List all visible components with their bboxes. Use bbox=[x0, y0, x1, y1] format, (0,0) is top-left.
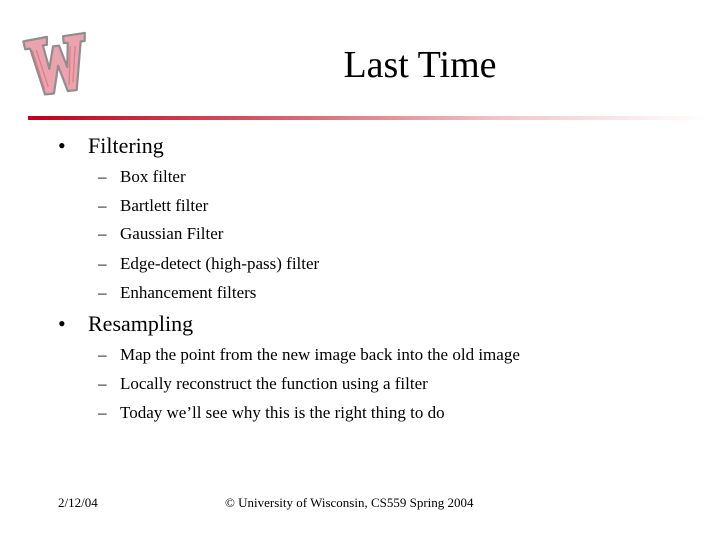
dash-glyph: – bbox=[98, 254, 107, 273]
sub-item-label: Gaussian Filter bbox=[120, 224, 224, 243]
bullet-label: Filtering bbox=[88, 133, 164, 158]
sub-item-label: Locally reconstruct the function using a filter bbox=[120, 374, 428, 393]
dash-glyph: – bbox=[98, 374, 107, 393]
sub-item-label: Edge-detect (high-pass) filter bbox=[120, 254, 320, 273]
sub-item-label: Map the point from the new image back into the old image bbox=[120, 345, 520, 364]
slide-title: Last Time bbox=[343, 44, 497, 86]
bullet-glyph: • bbox=[58, 311, 66, 336]
sub-item bbox=[98, 345, 520, 365]
sub-item bbox=[98, 374, 428, 394]
footer-date: 2/12/04 bbox=[58, 495, 98, 510]
sub-item-label: Today we’ll see why this is the right thing to do bbox=[120, 403, 445, 422]
dash-glyph: – bbox=[98, 283, 107, 302]
sub-item bbox=[98, 196, 208, 216]
dash-glyph: – bbox=[98, 224, 107, 243]
dash-glyph: – bbox=[98, 345, 107, 364]
sub-item bbox=[98, 403, 445, 423]
sub-item-label: Box filter bbox=[120, 167, 186, 186]
sub-item-label: Enhancement filters bbox=[120, 283, 257, 302]
sub-item bbox=[98, 283, 256, 303]
sub-item bbox=[98, 254, 319, 274]
sub-item bbox=[98, 224, 223, 244]
bullet-filtering bbox=[58, 132, 164, 160]
footer-copyright: © University of Wisconsin, CS559 Spring 2004 bbox=[225, 495, 474, 510]
uw-logo-icon bbox=[22, 30, 92, 100]
sub-item-label: Bartlett filter bbox=[120, 196, 209, 215]
dash-glyph: – bbox=[98, 196, 107, 215]
dash-glyph: – bbox=[98, 167, 107, 186]
bullet-label: Resampling bbox=[88, 311, 194, 336]
title-divider bbox=[28, 116, 708, 120]
bullet-glyph: • bbox=[58, 133, 66, 158]
sub-item bbox=[98, 167, 186, 187]
dash-glyph: – bbox=[98, 403, 107, 422]
bullet-resampling bbox=[58, 310, 193, 338]
